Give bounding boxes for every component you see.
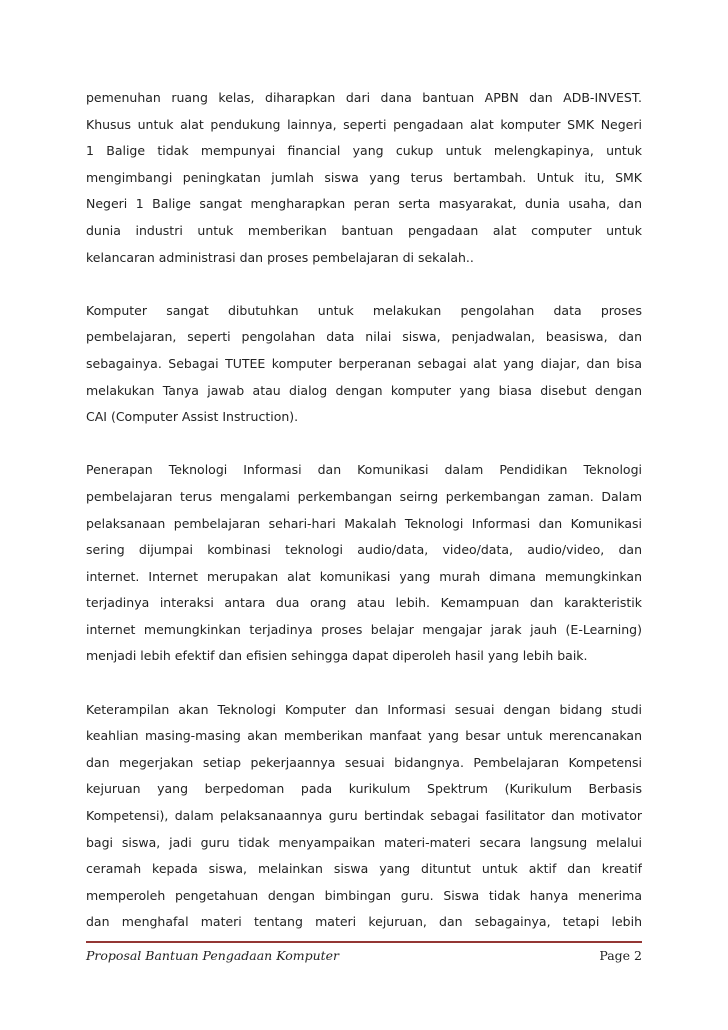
- text-line: pemenuhan ruang kelas, diharapkan dari dana bantuan APBN dan ADB-INVEST.: [86, 90, 642, 105]
- text-line: menjadi lebih efektif dan efisien sehingga dapat diperoleh hasil yang lebih baik.: [86, 648, 588, 664]
- text-line: pelaksanaan pembelajaran sehari-hari Makalah Teknologi Informasi dan Komunikasi: [86, 515, 642, 531]
- text-line: keahlian masing-masing akan memberikan manfaat yang besar untuk merencanakan: [86, 728, 642, 744]
- text-line: sebagainya. Sebagai TUTEE komputer berperanan sebagai alat yang diajar, dan bisa: [86, 355, 642, 371]
- text-line: melakukan Tanya jawab atau dialog dengan komputer yang biasa disebut dengan: [86, 382, 642, 398]
- paragraph-2: [86, 298, 642, 431]
- paragraph-gap: [86, 431, 642, 458]
- paragraph-gap: [86, 670, 642, 697]
- text-line: sering dijumpai kombinasi teknologi audio/data, video/data, audio/video, dan: [86, 542, 642, 558]
- body-text: [86, 85, 642, 936]
- text-line: bagi siswa, jadi guru tidak menyampaikan materi-materi secara langsung melalui: [86, 834, 642, 850]
- text-line: ceramah kepada siswa, melainkan siswa yang dituntut untuk aktif dan kreatif: [86, 861, 642, 877]
- paragraph-3: [86, 457, 642, 670]
- text-line: kelancaran administrasi dan proses pembelajaran di sekalah..: [86, 249, 474, 265]
- text-line: kejuruan yang berpedoman pada kurikulum Spektrum (Kurikulum Berbasis: [86, 781, 642, 797]
- text-line: pembelajaran terus mengalami perkembangan seirng perkembangan zaman. Dalam: [86, 488, 642, 504]
- text-line: pembelajaran, seperti pengolahan data nilai siswa, penjadwalan, beasiswa, dan: [86, 329, 642, 345]
- paragraph-1: [86, 85, 642, 271]
- text-line: 1 Balige tidak mempunyai financial yang cukup untuk melengkapinya, untuk: [86, 143, 642, 159]
- text-line: memperoleh pengetahuan dengan bimbingan guru. Siswa tidak hanya menerima: [86, 887, 642, 903]
- text-line: Komputer sangat dibutuhkan untuk melakukan pengolahan data proses: [86, 302, 642, 318]
- page-footer: [86, 948, 642, 966]
- text-line: Keterampilan akan Teknologi Komputer dan Informasi sesuai dengan bidang studi: [86, 701, 642, 717]
- page-number: Page 2: [599, 948, 642, 963]
- text-line: Kompetensi), dalam pelaksanaannya guru bertindak sebagai fasilitator dan motivator: [86, 808, 642, 824]
- footer-rule: [86, 941, 642, 943]
- text-line: CAI (Computer Assist Instruction).: [86, 409, 299, 425]
- text-line: Negeri 1 Balige sangat mengharapkan peran serta masyarakat, dunia usaha, dan: [86, 196, 642, 212]
- text-line: dunia industri untuk memberikan bantuan pengadaan alat computer untuk: [86, 222, 642, 238]
- text-line: terjadinya interaksi antara dua orang atau lebih. Kemampuan dan karakteristik: [86, 595, 642, 611]
- paragraph-4: [86, 697, 642, 936]
- text-line: Khusus untuk alat pendukung lainnya, seperti pengadaan alat komputer SMK Negeri: [86, 116, 642, 132]
- text-line: Penerapan Teknologi Informasi dan Komunikasi dalam Pendidikan Teknologi: [86, 462, 642, 478]
- text-line: dan megerjakan setiap pekerjaannya sesuai bidangnya. Pembelajaran Kompetensi: [86, 754, 642, 770]
- paragraph-gap: [86, 271, 642, 298]
- text-line: internet memungkinkan terjadinya proses belajar mengajar jarak jauh (E-Learning): [86, 621, 642, 637]
- footer-document-title: Proposal Bantuan Pengadaan Komputer: [86, 948, 340, 963]
- text-line: dan menghafal materi tentang materi kejuruan, dan sebagainya, tetapi lebih: [86, 914, 642, 930]
- text-line: mengimbangi peningkatan jumlah siswa yang terus bertambah. Untuk itu, SMK: [86, 169, 642, 185]
- text-line: internet. Internet merupakan alat komunikasi yang murah dimana memungkinkan: [86, 568, 642, 584]
